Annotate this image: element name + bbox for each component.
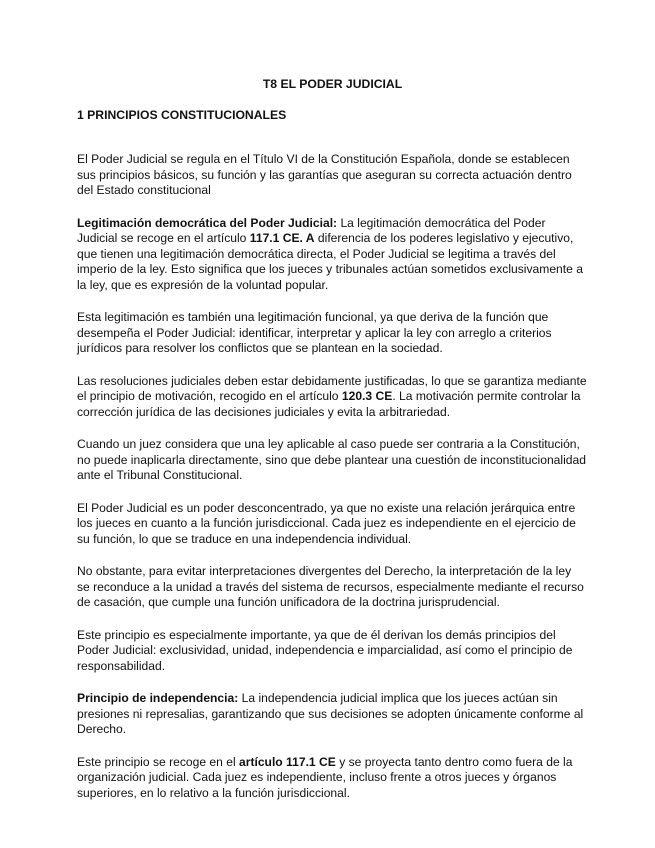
paragraph-text: La legitimación democrática del Poder Judicial se recoge en el artículo: [77, 215, 546, 245]
paragraph-text: Este principio se recoge en el: [77, 754, 240, 769]
section-heading: 1 PRINCIPIOS CONSTITUCIONALES: [77, 108, 287, 122]
paragraph-intro: [77, 152, 587, 199]
paragraph-recursos: [77, 564, 587, 611]
article-reference: 120.3 CE: [341, 389, 393, 403]
paragraph-text: diferencia de los poderes legislativo y ejecutivo, que tienen una legitimación democrática directa, el Poder Judicial se legitima a través del imperio de la ley. Esto significa que los jueces y tribunales actúan sometidos exclusivamente a la ley, que es expresión de la voluntad popular.: [77, 231, 583, 292]
paragraph-text: No obstante, para evitar interpretaciones divergentes del Derecho, la interpretación de la ley se reconduce a la unidad a través del sistema de recursos, especialmente mediante el recurso de casación, que cumple una función unificadora de la doctrina jurisprudencial.: [77, 564, 584, 609]
paragraph-lead: Legitimación democrática del Poder Judicial:: [77, 215, 338, 230]
paragraph-principios: [77, 628, 587, 675]
paragraph-text: El Poder Judicial se regula en el Título VI de la Constitución Española, donde se establecen sus principios básicos, su función y las garantías que aseguran su correcta actuación dentro del Estado constitucional: [77, 152, 572, 197]
paragraph-desconcentrado: [77, 501, 587, 548]
paragraph-text: y se proyecta tanto dentro como fuera de la organización judicial. Cada juez es independiente, incluso frente a otros jueces y órganos superiores, en lo relativo a la función jurisdiccional.: [77, 754, 573, 800]
paragraph-text: La independencia judicial implica que los jueces actúan sin presiones ni represalias, garantizando que sus decisiones se adopten únicamente conforme al Derecho.: [77, 691, 584, 736]
paragraph-articulo-117: [77, 755, 587, 802]
paragraph-funcional: [77, 310, 587, 357]
document-body: [77, 152, 587, 818]
paragraph-inconstitucionalidad: [77, 437, 587, 484]
paragraph-motivacion: [77, 374, 587, 421]
paragraph-independencia: [77, 691, 587, 738]
paragraph-text: Cuando un juez considera que una ley aplicable al caso puede ser contraria a la Constitución, no puede inaplicarla directamente, sino que debe plantear una cuestión de inconstitucionalidad ante el Tribunal Constitucional.: [77, 437, 586, 482]
page-title: T8 EL PODER JUDICIAL: [262, 77, 403, 91]
paragraph-lead: Principio de independencia:: [77, 691, 239, 705]
paragraph-text: Las resoluciones judiciales deben estar debidamente justificadas, lo que se garantiza mediante el principio de motivación, recogido en el artículo: [77, 373, 587, 403]
paragraph-text: . La motivación permite controlar la corrección jurídica de las decisiones judiciales y evita la arbitrariedad.: [77, 389, 581, 419]
paragraph-text: Este principio es especialmente importante, ya que de él derivan los demás principios del Poder Judicial: exclusividad, unidad, independencia e imparcialidad, así como el principio de responsabilidad.: [77, 627, 573, 673]
paragraph-text: Esta legitimación es también una legitimación funcional, ya que deriva de la función que desempeña el Poder Judicial: identificar, interpretar y aplicar la ley con arreglo a criterios jurídicos para resolver los conflictos que se plantean en la sociedad.: [77, 310, 552, 355]
paragraph-legitimacion: [77, 216, 587, 294]
article-reference: 117.1 CE. A: [249, 231, 315, 245]
article-reference: artículo 117.1 CE: [239, 754, 336, 769]
paragraph-text: El Poder Judicial es un poder desconcentrado, ya que no existe una relación jerárquica entre los jueces en cuanto a la función jurisdiccional. Cada juez es independiente en el ejercicio de su función, lo que se traduce en una independencia individual.: [77, 500, 576, 546]
